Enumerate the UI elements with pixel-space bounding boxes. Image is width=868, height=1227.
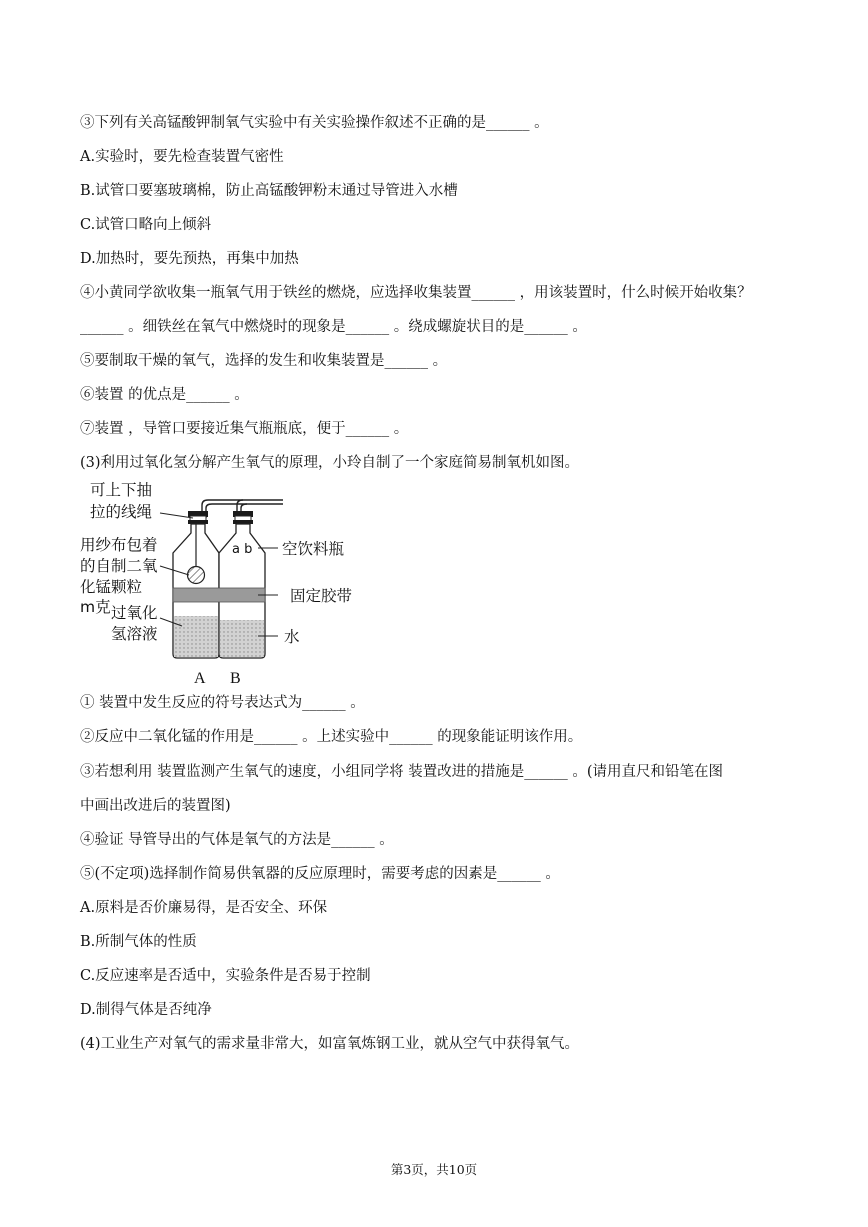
sub-question-5: ⑤(不定项)选择制作简易供氧器的反应原理时，需要考虑的因素是______ 。 (80, 866, 560, 882)
sub-question-3-continued: 中画出改进后的装置图) (80, 798, 231, 814)
sub-question-2: ②反应中二氧化锰的作用是______ 。上述实验中______ 的现象能证明该作用。 (80, 729, 583, 745)
hydrogen-peroxide-liquid (174, 616, 218, 657)
fixing-tape (173, 588, 265, 602)
sub-question-4: ④验证 导管导出的气体是氧气的方法是______ 。 (80, 832, 394, 848)
water-liquid (220, 620, 264, 657)
part-4-intro: (4)工业生产对氧气的需求量非常大，如富氧炼钢工业，就从空气中获得氧气。 (80, 1036, 580, 1052)
sub-question-3: ③若想利用 装置监测产生氧气的速度，小组同学将 装置改进的措施是______ 。(请用直尺和铅笔在图 (80, 764, 723, 780)
label-mno2-line-4: m克 (80, 598, 111, 616)
question-6: ⑥装置 的优点是______ 。 (80, 387, 249, 403)
label-mno2-line-3: 化锰颗粒 (80, 578, 143, 596)
bottle-stoppers (188, 511, 253, 524)
page-number-footer: 第3页，共10页 (390, 1162, 478, 1177)
question-5: ⑤要制取干燥的氧气，选择的发生和收集装置是______ 。 (80, 353, 448, 369)
label-rope-line-1: 可上下抽 (90, 481, 153, 499)
oxygen-generator-figure (78, 478, 378, 690)
option-c: C.试管口略向上倾斜 (80, 217, 212, 233)
label-h2o2-line-1: 过氧化 (111, 604, 158, 622)
question-7: ⑦装置 ，导管口要接近集气瓶瓶底，便于______ 。 (80, 421, 409, 437)
question-4-stem: ④小黄同学欲收集一瓶氧气用于铁丝的燃烧，应选择收集装置______ ，用该装置时，什么时候开始收集？ (80, 285, 752, 301)
sub-option-b: B.所制气体的性质 (80, 934, 197, 950)
label-tube-ab: a b (232, 542, 253, 557)
label-mno2-line-1: 用纱布包着 (80, 536, 158, 554)
option-a: A.实验时，要先检查装置气密性 (80, 149, 284, 165)
sub-option-c: C.反应速率是否适中，实验条件是否易于控制 (80, 968, 371, 984)
label-water: 水 (284, 628, 300, 646)
mno2-ball (188, 567, 205, 584)
question-4-continued: ______ 。细铁丝在氧气中燃烧时的现象是______ 。绕成螺旋状目的是______ 。 (80, 319, 587, 335)
sub-question-1: ① 装置中发生反应的符号表达式为______ 。 (80, 695, 365, 711)
option-d: D.加热时，要先预热，再集中加热 (80, 251, 299, 267)
label-rope-line-2: 拉的线绳 (90, 503, 153, 521)
sub-option-a: A.原料是否价廉易得，是否安全、环保 (80, 900, 328, 916)
label-fixing-tape: 固定胶带 (290, 587, 353, 605)
sub-option-d: D.制得气体是否纯净 (80, 1002, 212, 1018)
question-3-stem: ③下列有关高锰酸钾制氧气实验中有关实验操作叙述不正确的是______ 。 (80, 115, 549, 131)
option-b: B.试管口要塞玻璃棉，防止高锰酸钾粉末通过导管进入水槽 (80, 183, 458, 199)
label-empty-bottle: 空饮料瓶 (282, 540, 345, 558)
caption-b: B (230, 670, 241, 687)
caption-a: A (194, 670, 206, 687)
label-mno2-line-2: 的自制二氧 (80, 557, 158, 575)
label-h2o2-line-2: 氢溶液 (111, 625, 158, 643)
part-3-intro: (3)利用过氧化氢分解产生氧气的原理，小玲自制了一个家庭简易制氧机如图。 (80, 455, 580, 471)
